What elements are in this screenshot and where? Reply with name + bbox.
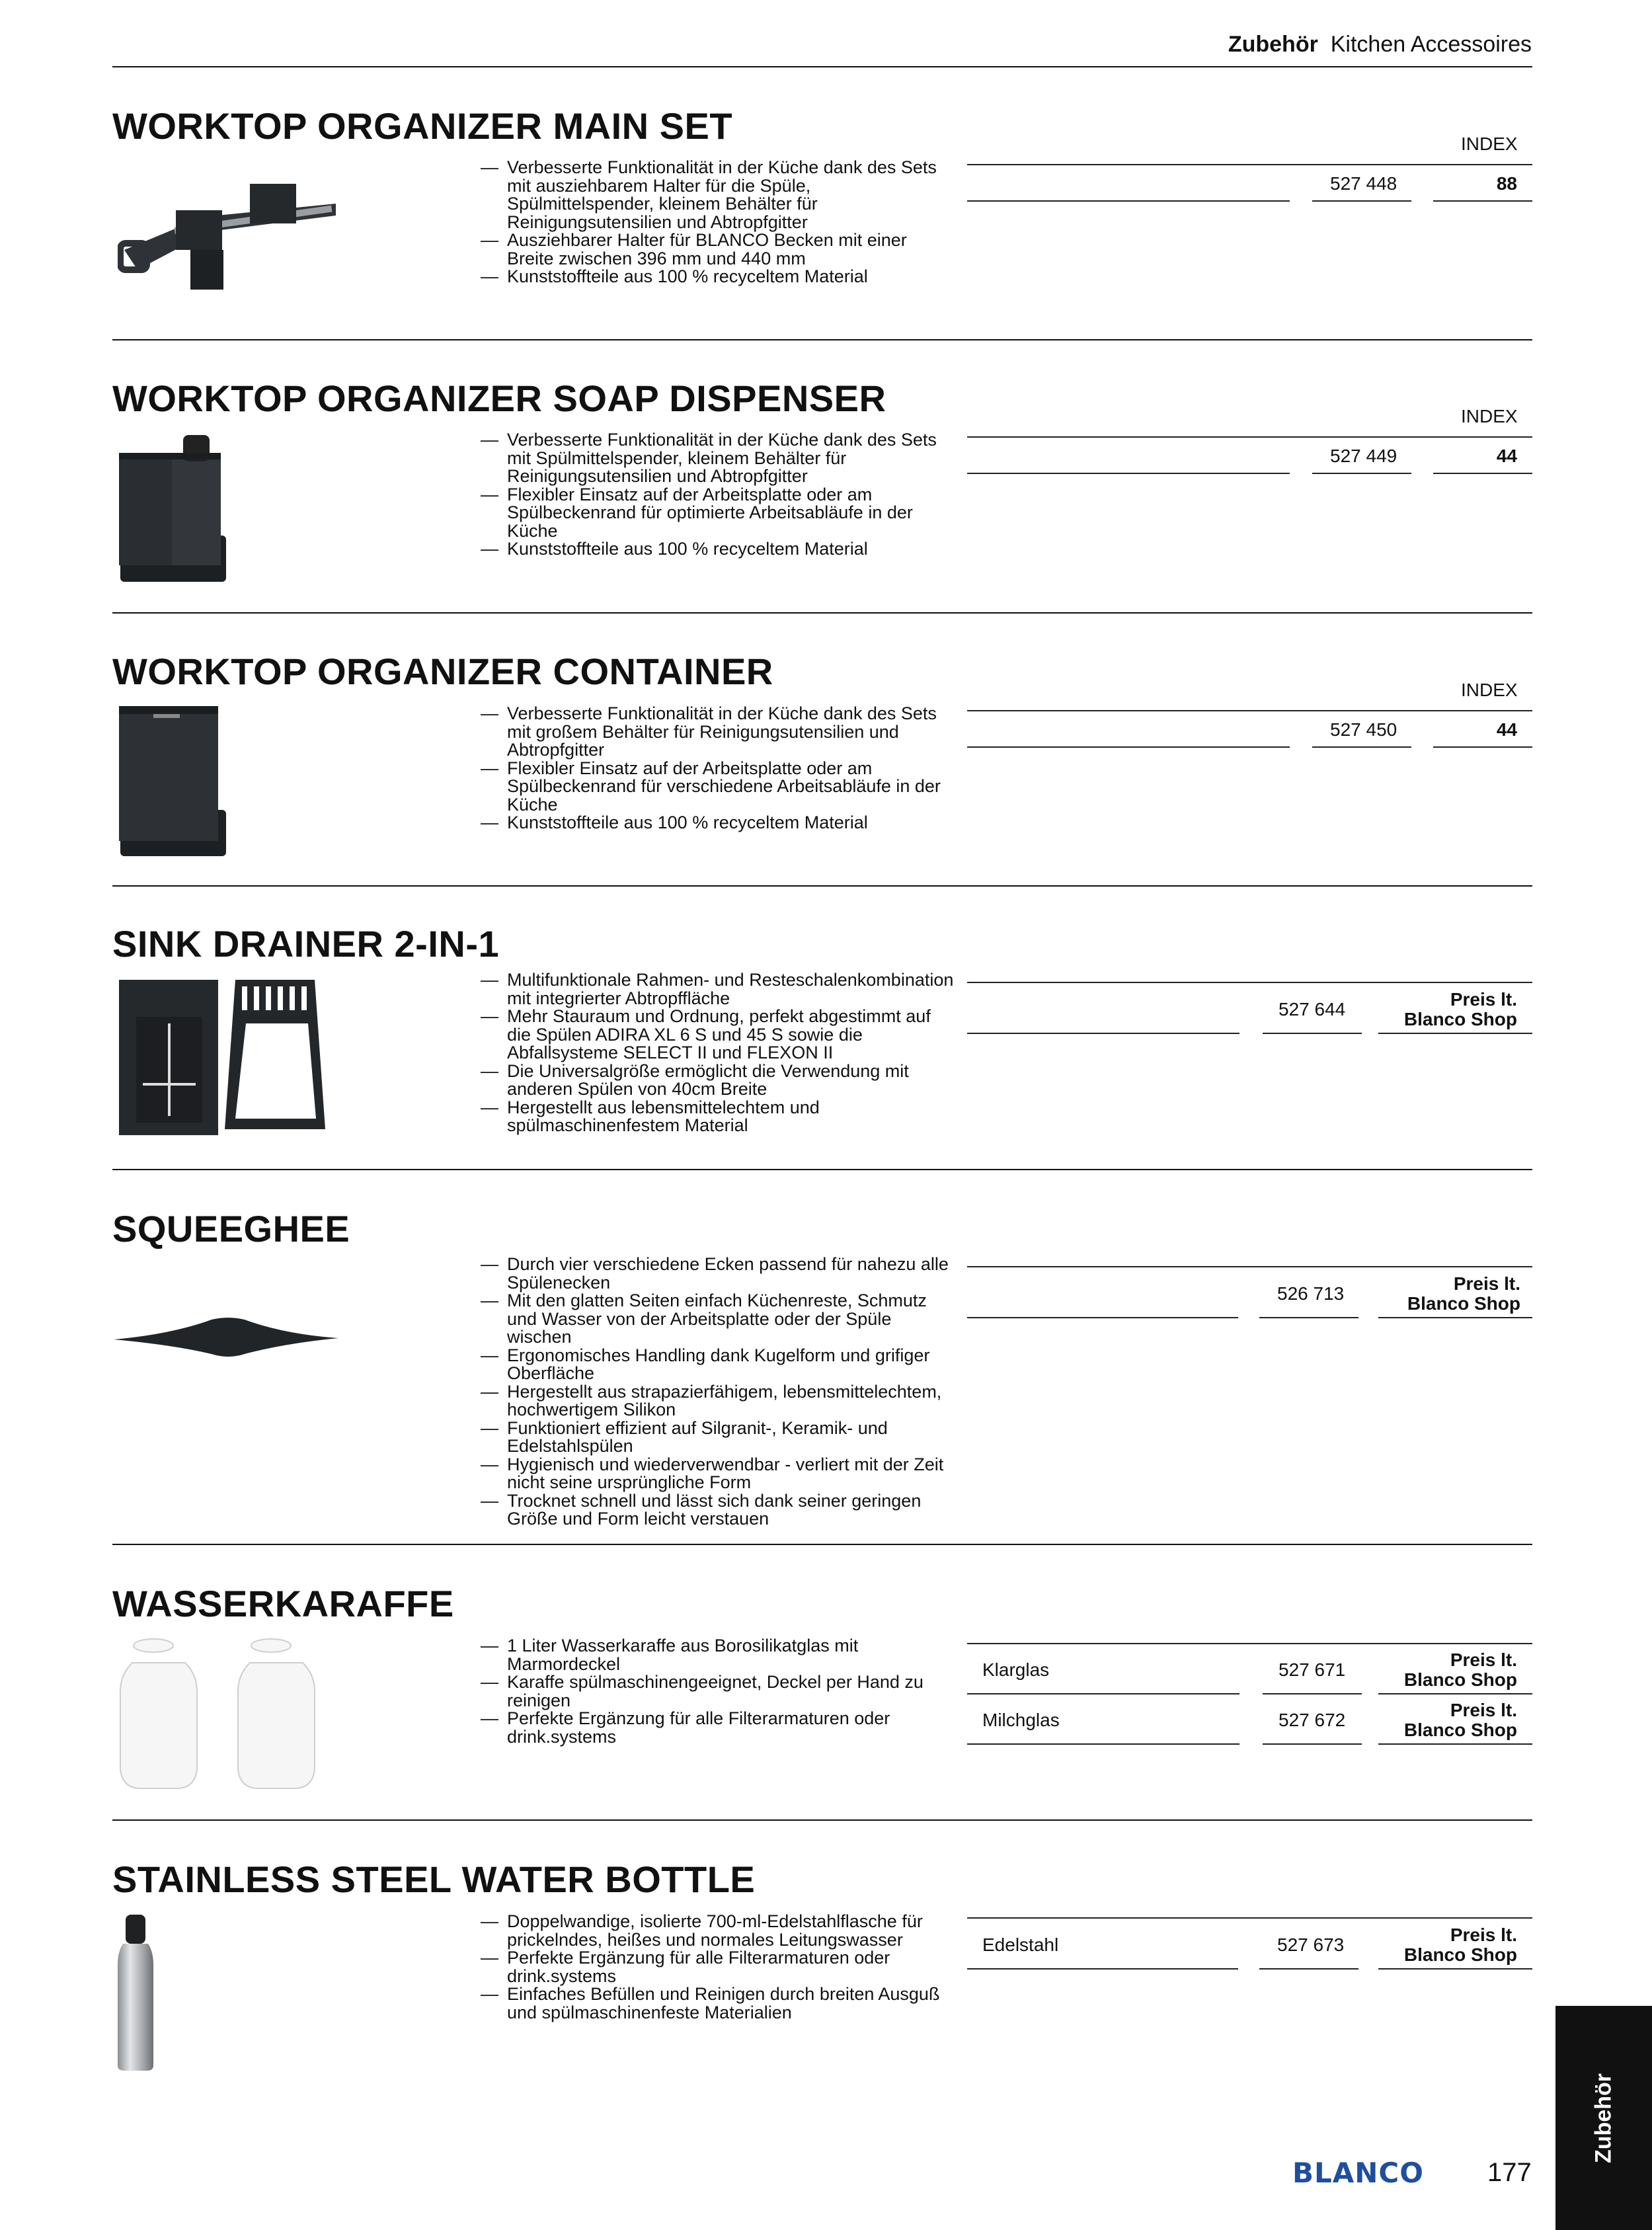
table-rule: [967, 710, 1532, 711]
section-divider: [112, 1819, 1532, 1821]
table-rule: [967, 746, 1290, 748]
article-number: 527 448: [1330, 173, 1397, 194]
price-note-line: Preis lt.: [1450, 1700, 1517, 1720]
section-divider: [112, 885, 1532, 887]
price-note-line: Blanco Shop: [1403, 1944, 1517, 1965]
product-title: WORKTOP ORGANIZER SOAP DISPENSER: [112, 378, 886, 419]
feature-item: — Ergonomisches Handling dank Kugelform und grifiger Oberfläche: [479, 1347, 955, 1383]
index-value: 44: [1496, 719, 1517, 740]
price-note-line: Preis lt.: [1450, 1925, 1517, 1945]
price-note-line: Blanco Shop: [1403, 1669, 1517, 1690]
feature-item: — Hergestellt aus lebensmittelechtem und spülmaschinenfestem Material: [479, 1099, 955, 1135]
water-bottle-image: [114, 1912, 160, 2074]
index-column-label: INDEX: [1461, 680, 1518, 700]
table-rule: [1433, 473, 1532, 474]
table-rule: [967, 1266, 1532, 1267]
variant-name: Klarglas: [982, 1659, 1050, 1680]
section-divider: [112, 1169, 1532, 1170]
article-number: 527 672: [1278, 1710, 1346, 1730]
blanco-logo: BLANCO: [1292, 2157, 1424, 2189]
article-number: 527 449: [1330, 446, 1397, 466]
feature-item: — Verbesserte Funktionalität in der Küche dank des Sets mit ausziehbarem Halter für die Spüle, Spülmittelspender, kleinem Behälter für Reinigungsutensilien und Abtropfgitter: [479, 159, 955, 231]
table-rule: [1312, 746, 1411, 748]
price-note-line: Blanco Shop: [1403, 1009, 1517, 1029]
feature-list: [479, 971, 955, 1135]
header-rule: [112, 66, 1532, 67]
price-note: [1375, 1700, 1517, 1740]
section-divider: [112, 339, 1532, 340]
table-rule: [1263, 1033, 1362, 1034]
table-rule: [967, 200, 1290, 202]
feature-list: [479, 431, 955, 559]
sink-drainer-image: [116, 977, 328, 1139]
table-rule: [967, 1317, 1238, 1318]
table-rule: [967, 1968, 1238, 1970]
table-rule: [1378, 1968, 1532, 1970]
table-rule: [1263, 1743, 1362, 1745]
feature-item: — Trocknet schnell und lässt sich dank seiner geringen Größe und Form leicht verstauen: [479, 1492, 955, 1529]
feature-item: — Mit den glatten Seiten einfach Küchenreste, Schmutz und Wasser von der Arbeitsplatte oder der Spüle wischen: [479, 1292, 955, 1347]
section-divider: [112, 612, 1532, 614]
feature-item: — Kunststoffteile aus 100 % recyceltem Material: [479, 268, 955, 286]
product-title: STAINLESS STEEL WATER BOTTLE: [112, 1858, 756, 1900]
table-rule: [967, 1693, 1239, 1694]
product-title: WORKTOP ORGANIZER CONTAINER: [112, 651, 773, 692]
article-number: 527 450: [1330, 719, 1397, 740]
table-rule: [967, 164, 1532, 165]
table-rule: [967, 1743, 1239, 1745]
feature-item: — Perfekte Ergänzung für alle Filterarmaturen oder drink.systems: [479, 1949, 955, 1985]
feature-item: — Karaffe spülmaschinengeeignet, Deckel per Hand zu reinigen: [479, 1673, 955, 1710]
table-rule: [967, 1917, 1532, 1919]
index-value: 44: [1496, 446, 1517, 466]
index-column-label: INDEX: [1461, 406, 1518, 426]
table-rule: [1263, 1693, 1362, 1694]
feature-item: — Ausziehbarer Halter für BLANCO Becken mit einer Breite zwischen 396 mm und 440 mm: [479, 231, 955, 268]
table-rule: [1378, 1693, 1532, 1694]
header-category: Zubehör: [1228, 32, 1318, 57]
chapter-tab-label: Zubehör: [1591, 2073, 1616, 2163]
price-note-line: Preis lt.: [1453, 1273, 1520, 1294]
feature-item: — Flexibler Einsatz auf der Arbeitsplatte oder am Spülbeckenrand für verschiedene Arbeitsabläufe in der Küche: [479, 760, 955, 815]
table-rule: [967, 436, 1532, 438]
feature-item: — Kunststoffteile aus 100 % recyceltem Material: [479, 814, 955, 832]
soap-dispenser-image: [114, 430, 233, 592]
feature-item: — Einfaches Befüllen und Reinigen durch breiten Ausguß und spülmaschinenfeste Materialien: [479, 1985, 955, 2022]
price-note: [1375, 1925, 1517, 1965]
article-number: 527 644: [1278, 999, 1346, 1019]
price-note: [1375, 990, 1517, 1029]
feature-item: — Kunststoffteile aus 100 % recyceltem Material: [479, 540, 955, 559]
feature-list: [479, 159, 955, 286]
table-rule: [1259, 1968, 1358, 1970]
feature-item: — Durch vier verschiedene Ecken passend für nahezu alle Spülenecken: [479, 1255, 955, 1292]
feature-item: — Die Universalgröße ermöglicht die Verwendung mit anderen Spülen von 40cm Breite: [479, 1062, 955, 1099]
feature-item: — Multifunktionale Rahmen- und Resteschalenkombination mit integrierter Abtropffläche: [479, 971, 955, 1008]
price-note-line: Preis lt.: [1450, 989, 1517, 1010]
article-number: 526 713: [1277, 1283, 1345, 1304]
price-note: [1375, 1650, 1517, 1690]
chapter-tab: [1555, 2006, 1652, 2230]
feature-item: — Mehr Stauraum und Ordnung, perfekt abgestimmt auf die Spülen ADIRA XL 6 S und 45 S sowie die Abfallsysteme SELECT II und FLEXON II: [479, 1008, 955, 1062]
product-title: SINK DRAINER 2-IN-1: [112, 923, 500, 965]
table-rule: [1433, 200, 1532, 202]
price-note-line: Blanco Shop: [1403, 1720, 1517, 1740]
table-rule: [1378, 1033, 1532, 1034]
variant-name: Edelstahl: [982, 1934, 1059, 1955]
header-subtitle: Kitchen Accessoires: [1330, 32, 1532, 57]
price-note-line: Blanco Shop: [1407, 1293, 1520, 1314]
table-rule: [967, 1643, 1532, 1644]
product-title: WASSERKARAFFE: [112, 1583, 454, 1624]
feature-item: — Doppelwandige, isolierte 700-ml-Edelstahlflasche für prickelndes, heißes und normales Leitungswasser: [479, 1913, 955, 1949]
feature-list: [479, 1913, 955, 2022]
squeegee-image: [112, 1316, 340, 1362]
carafe-image: [112, 1636, 377, 1795]
table-rule: [1433, 746, 1532, 748]
price-note-line: Preis lt.: [1450, 1650, 1517, 1670]
table-rule: [1312, 473, 1411, 474]
table-rule: [967, 473, 1290, 474]
table-rule: [967, 982, 1532, 983]
feature-list: [479, 1637, 955, 1746]
table-rule: [967, 1033, 1239, 1034]
variant-name: Milchglas: [982, 1710, 1060, 1730]
container-image: [114, 701, 233, 866]
feature-list: [479, 705, 955, 832]
table-rule: [1378, 1743, 1532, 1745]
index-value: 88: [1496, 173, 1517, 194]
feature-item: — Verbesserte Funktionalität in der Küche dank des Sets mit großem Behälter für Reinigungsutensilien und Abtropfgitter: [479, 705, 955, 760]
feature-item: — Verbesserte Funktionalität in der Küche dank des Sets mit Spülmittelspender, kleinem Behälter für Reinigungsutensilien und Abtropfgitter: [479, 431, 955, 486]
product-title: SQUEEGHEE: [112, 1208, 350, 1250]
feature-item: — Flexibler Einsatz auf der Arbeitsplatte oder am Spülbeckenrand für optimierte Arbeitsabläufe in der Küche: [479, 486, 955, 541]
worktop-organizer-main-set-image: [118, 177, 342, 296]
table-rule: [1378, 1317, 1532, 1318]
feature-item: — Perfekte Ergänzung für alle Filterarmaturen oder drink.systems: [479, 1710, 955, 1746]
feature-item: — Funktioniert effizient auf Silgranit-, Keramik- und Edelstahlspülen: [479, 1419, 955, 1456]
feature-list: [479, 1255, 955, 1529]
index-column-label: INDEX: [1461, 134, 1518, 154]
table-rule: [1259, 1317, 1358, 1318]
price-note: [1375, 1274, 1520, 1314]
article-number: 527 671: [1278, 1659, 1346, 1680]
feature-item: — Hygienisch und wiederverwendbar - verliert mit der Zeit nicht seine ursprüngliche Form: [479, 1456, 955, 1492]
feature-item: — Hergestellt aus strapazierfähigem, lebensmittelechtem, hochwertigem Silikon: [479, 1383, 955, 1419]
table-rule: [1312, 200, 1411, 202]
product-title: WORKTOP ORGANIZER MAIN SET: [112, 105, 733, 147]
running-header: [1228, 32, 1532, 58]
page-number: 177: [1487, 2158, 1532, 2187]
section-divider: [112, 1544, 1532, 1545]
article-number: 527 673: [1277, 1934, 1345, 1955]
feature-item: — 1 Liter Wasserkaraffe aus Borosilikatglas mit Marmordeckel: [479, 1637, 955, 1673]
